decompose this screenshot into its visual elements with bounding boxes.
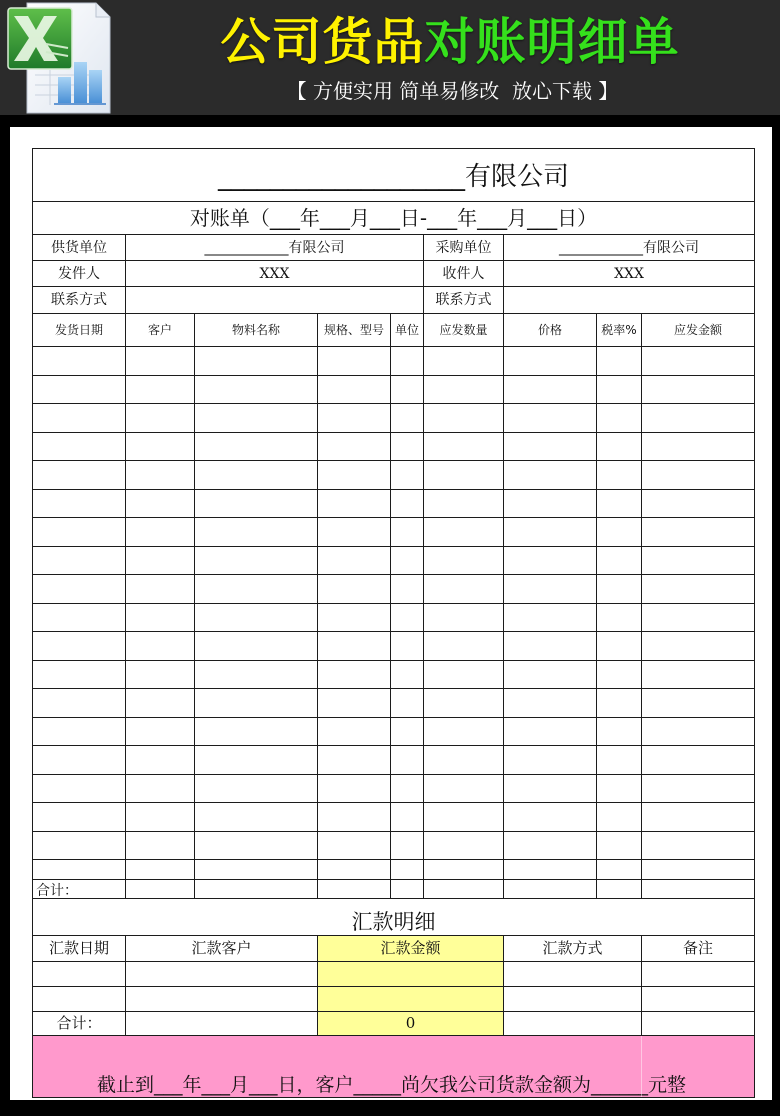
data-cell[interactable] [33,347,126,376]
data-cell[interactable] [642,461,755,490]
data-cell[interactable] [126,632,195,661]
data-cell[interactable] [126,347,195,376]
data-cell[interactable] [126,717,195,746]
data-cell[interactable] [318,774,391,803]
remit-total-label: 合计： [33,1012,126,1036]
data-cell[interactable] [318,404,391,433]
table-row [33,546,755,575]
data-cell[interactable] [642,717,755,746]
data-cell[interactable] [33,375,126,404]
data-cell[interactable] [642,689,755,718]
remit-customer-cell[interactable] [126,987,318,1012]
data-cell[interactable] [33,518,126,547]
data-cell[interactable] [424,518,504,547]
items-total-row [33,880,755,899]
data-cell[interactable] [195,860,318,880]
data-cell[interactable] [424,375,504,404]
data-cell[interactable] [33,489,126,518]
data-cell[interactable] [195,689,318,718]
data-cell[interactable] [195,404,318,433]
data-cell[interactable] [33,689,126,718]
col-header-quantity: 应发数量 [424,314,504,347]
table-row [33,347,755,376]
data-cell[interactable] [642,803,755,832]
data-cell[interactable] [126,831,195,860]
data-cell[interactable] [424,489,504,518]
data-cell[interactable] [642,546,755,575]
data-cell[interactable] [504,546,597,575]
data-cell[interactable] [391,880,424,899]
remit-customer-cell[interactable] [126,962,318,987]
table-row [33,746,755,775]
faint-gridline [641,1036,642,1097]
data-cell[interactable] [195,518,318,547]
data-cell[interactable] [391,546,424,575]
excel-file-icon [0,0,115,115]
data-cell[interactable] [318,746,391,775]
col-header-customer: 客户 [126,314,195,347]
contact-right-value[interactable] [504,287,755,314]
data-cell[interactable] [126,546,195,575]
table-row [33,689,755,718]
data-cell[interactable] [504,880,597,899]
sender-value[interactable]: XXX [126,261,424,287]
data-cell[interactable] [318,880,391,899]
data-cell[interactable] [195,347,318,376]
col-header-spec-model: 规格、型号 [318,314,391,347]
data-cell[interactable] [504,632,597,661]
data-cell[interactable] [424,831,504,860]
data-cell[interactable] [33,404,126,433]
data-cell[interactable] [642,860,755,880]
col-header-tax-rate: 税率% [597,314,642,347]
data-cell[interactable] [195,660,318,689]
remit-header-amount: 汇款金额 [318,936,504,962]
data-cell[interactable] [318,717,391,746]
data-cell[interactable] [424,546,504,575]
data-cell[interactable] [642,831,755,860]
remit-note-cell[interactable] [642,987,755,1012]
receiver-value[interactable]: XXX [504,261,755,287]
data-cell[interactable] [597,347,642,376]
items-total-label: 合计： [33,880,126,899]
data-cell[interactable] [597,717,642,746]
supplier-label: 供货单位 [33,235,126,261]
col-header-unit: 单位 [391,314,424,347]
data-cell[interactable] [597,575,642,604]
data-cell[interactable] [195,546,318,575]
data-cell[interactable] [33,546,126,575]
data-cell[interactable] [424,575,504,604]
remit-method-cell[interactable] [504,987,642,1012]
data-cell[interactable] [33,860,126,880]
data-cell[interactable] [391,489,424,518]
col-header-price: 价格 [504,314,597,347]
data-cell[interactable] [391,518,424,547]
data-cell[interactable] [391,461,424,490]
data-cell[interactable] [126,461,195,490]
data-cell[interactable] [424,717,504,746]
data-cell[interactable] [318,603,391,632]
remit-row [33,962,755,987]
remit-amount-cell[interactable] [318,962,504,987]
data-cell[interactable] [318,347,391,376]
data-cell[interactable] [33,803,126,832]
data-cell[interactable] [424,347,504,376]
table-row [33,404,755,433]
data-cell[interactable] [642,632,755,661]
data-cell[interactable] [642,404,755,433]
data-cell[interactable] [504,518,597,547]
data-cell[interactable] [597,660,642,689]
company-title[interactable]: ___________________有限公司 [33,149,755,202]
data-cell[interactable] [195,489,318,518]
data-cell[interactable] [318,689,391,718]
data-cell[interactable] [318,660,391,689]
data-cell[interactable] [33,746,126,775]
data-cell[interactable] [642,660,755,689]
data-cell[interactable] [597,546,642,575]
data-cell[interactable] [597,603,642,632]
data-cell[interactable] [33,575,126,604]
data-cell[interactable] [504,689,597,718]
data-cell[interactable] [642,432,755,461]
data-cell[interactable] [597,489,642,518]
data-cell[interactable] [424,860,504,880]
contact-left-value[interactable] [126,287,424,314]
table-row [33,603,755,632]
table-row [33,375,755,404]
data-cell[interactable] [504,404,597,433]
data-cell[interactable] [391,632,424,661]
data-cell[interactable] [33,432,126,461]
banner-title-part1: 公司货品 [220,13,425,71]
data-cell[interactable] [318,803,391,832]
receiver-label: 收件人 [424,261,504,287]
table-row [33,717,755,746]
contact-left-label: 联系方式 [33,287,126,314]
data-cell[interactable] [504,347,597,376]
statement-title[interactable]: 对账单（___年___月___日-___年___月___日） [33,202,755,235]
statement-sheet [32,148,755,1098]
remit-total-customer[interactable] [126,1012,318,1036]
col-header-amount: 应发金额 [642,314,755,347]
data-cell[interactable] [195,632,318,661]
col-header-material-name: 物料名称 [195,314,318,347]
data-cell[interactable] [504,432,597,461]
remit-date-cell[interactable] [33,962,126,987]
data-cell[interactable] [391,774,424,803]
data-cell[interactable] [642,774,755,803]
data-cell[interactable] [597,880,642,899]
data-cell[interactable] [33,660,126,689]
data-cell[interactable] [642,880,755,899]
data-cell[interactable] [642,347,755,376]
remit-note-cell[interactable] [642,962,755,987]
data-cell[interactable] [391,803,424,832]
data-cell[interactable] [126,575,195,604]
contact-right-label: 联系方式 [424,287,504,314]
data-cell[interactable] [391,603,424,632]
data-cell[interactable] [195,831,318,860]
data-cell[interactable] [126,660,195,689]
data-cell[interactable] [391,404,424,433]
remit-total-row [33,1012,755,1036]
data-cell[interactable] [424,689,504,718]
data-cell[interactable] [642,518,755,547]
data-cell[interactable] [126,860,195,880]
table-row [33,660,755,689]
data-cell[interactable] [126,375,195,404]
data-cell[interactable] [424,432,504,461]
remit-header-customer: 汇款客户 [126,936,318,962]
data-cell[interactable] [33,774,126,803]
data-cell[interactable] [504,717,597,746]
table-row [33,489,755,518]
data-cell[interactable] [597,803,642,832]
data-cell[interactable] [126,880,195,899]
data-cell[interactable] [391,347,424,376]
data-cell[interactable] [195,603,318,632]
table-row [33,831,755,860]
data-cell[interactable] [597,404,642,433]
data-cell[interactable] [504,603,597,632]
remit-header-method: 汇款方式 [504,936,642,962]
table-row [33,518,755,547]
data-cell[interactable] [597,831,642,860]
data-cell[interactable] [391,432,424,461]
data-cell[interactable] [424,774,504,803]
data-cell[interactable] [597,632,642,661]
data-cell[interactable] [597,689,642,718]
data-cell[interactable] [195,461,318,490]
data-cell[interactable] [391,717,424,746]
data-cell[interactable] [642,375,755,404]
data-cell[interactable] [318,461,391,490]
data-cell[interactable] [318,575,391,604]
data-cell[interactable] [424,880,504,899]
data-cell[interactable] [642,489,755,518]
remit-total-note[interactable] [642,1012,755,1036]
data-cell[interactable] [504,803,597,832]
data-cell[interactable] [391,575,424,604]
data-cell[interactable] [504,860,597,880]
data-cell[interactable] [642,575,755,604]
data-cell[interactable] [195,717,318,746]
data-cell[interactable] [642,603,755,632]
data-cell[interactable] [126,603,195,632]
data-cell[interactable] [504,746,597,775]
data-cell[interactable] [126,432,195,461]
data-cell[interactable] [424,660,504,689]
sender-label: 发件人 [33,261,126,287]
data-cell[interactable] [391,831,424,860]
remit-amount-cell[interactable] [318,987,504,1012]
data-cell[interactable] [504,489,597,518]
data-cell[interactable] [424,404,504,433]
data-cell[interactable] [33,831,126,860]
data-cell[interactable] [318,518,391,547]
data-cell[interactable] [597,432,642,461]
data-cell[interactable] [597,774,642,803]
data-cell[interactable] [318,432,391,461]
remit-header-date: 汇款日期 [33,936,126,962]
purchaser-value[interactable]: ____________有限公司 [504,235,755,261]
data-cell[interactable] [318,831,391,860]
data-cell[interactable] [504,774,597,803]
remit-date-cell[interactable] [33,987,126,1012]
banner-title [200,12,700,72]
data-cell[interactable] [642,746,755,775]
balance-summary-text: 截止到___年___月___日，客户_____尚欠我公司货款金额为______元整 [97,1074,687,1096]
data-cell[interactable] [424,461,504,490]
data-cell[interactable] [195,432,318,461]
table-row [33,803,755,832]
data-cell[interactable] [126,518,195,547]
data-cell[interactable] [391,746,424,775]
data-cell[interactable] [391,689,424,718]
data-cell[interactable] [504,831,597,860]
banner [0,0,780,115]
data-cell[interactable] [424,603,504,632]
data-cell[interactable] [195,880,318,899]
data-cell[interactable] [33,717,126,746]
data-cell[interactable] [597,461,642,490]
table-row [33,774,755,803]
data-cell[interactable] [33,603,126,632]
data-cell[interactable] [597,860,642,880]
purchaser-label: 采购单位 [424,235,504,261]
data-cell[interactable] [597,746,642,775]
data-cell[interactable] [33,461,126,490]
data-cell[interactable] [33,632,126,661]
banner-subtitle: 【 方便实用 简单易修改 放心下载 】 [286,79,619,103]
data-cell[interactable] [126,689,195,718]
data-cell[interactable] [126,404,195,433]
data-cell[interactable] [195,375,318,404]
data-cell[interactable] [504,575,597,604]
data-cell[interactable] [195,575,318,604]
data-cell[interactable] [391,860,424,880]
table-row [33,860,755,880]
remit-header-note: 备注 [642,936,755,962]
data-cell[interactable] [597,375,642,404]
data-cell[interactable] [318,375,391,404]
remit-row [33,987,755,1012]
table-row [33,575,755,604]
balance-summary[interactable] [33,1036,755,1098]
table-row [33,632,755,661]
remit-total-method[interactable] [504,1012,642,1036]
col-header-ship-date: 发货日期 [33,314,126,347]
data-cell[interactable] [391,375,424,404]
remittance-title: 汇款明细 [33,899,755,936]
data-cell[interactable] [597,518,642,547]
table-row [33,432,755,461]
data-cell[interactable] [126,746,195,775]
data-cell[interactable] [195,774,318,803]
data-cell[interactable] [195,803,318,832]
data-cell[interactable] [126,774,195,803]
data-cell[interactable] [318,546,391,575]
data-cell[interactable] [318,860,391,880]
data-cell[interactable] [504,660,597,689]
data-cell[interactable] [504,461,597,490]
data-cell[interactable] [126,803,195,832]
supplier-value[interactable]: ____________有限公司 [126,235,424,261]
data-cell[interactable] [424,632,504,661]
banner-title-part2: 对账明细单 [424,13,680,71]
data-cell[interactable] [126,489,195,518]
table-row [33,461,755,490]
data-cell[interactable] [195,746,318,775]
data-cell[interactable] [424,803,504,832]
remit-total-amount: 0 [318,1012,504,1036]
data-cell[interactable] [504,375,597,404]
data-cell[interactable] [391,660,424,689]
remit-method-cell[interactable] [504,962,642,987]
data-cell[interactable] [318,632,391,661]
data-cell[interactable] [424,746,504,775]
data-cell[interactable] [318,489,391,518]
